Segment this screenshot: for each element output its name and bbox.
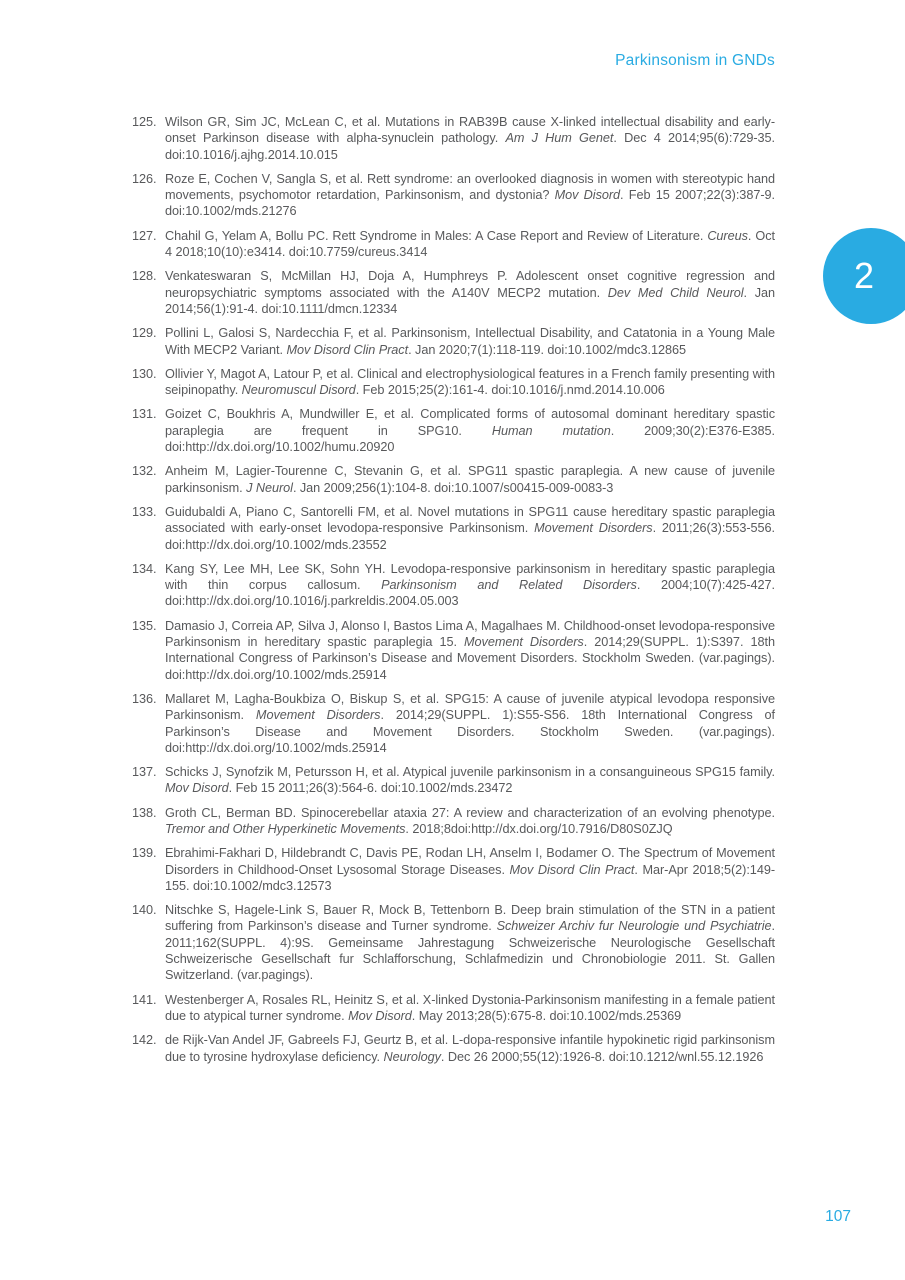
reference-segment: . Mar-Apr 2018;5(2):149-155. doi:10.1002/mdc3.12573 xyxy=(165,862,776,893)
reference-number: 128. xyxy=(132,269,157,284)
reference-item xyxy=(132,764,775,797)
reference-number: 135. xyxy=(132,618,157,633)
journal-name: Mov Disord xyxy=(348,1008,412,1023)
reference-segment: Mallaret M, Lagha-Boukbiza O, Biskup S, et al. SPG15: A cause of juvenile atypical levodopa responsive Parkinsonism. xyxy=(165,691,775,723)
reference-number: 130. xyxy=(132,366,157,381)
reference-item xyxy=(132,992,775,1025)
chapter-tab-label: 2 xyxy=(853,255,875,296)
reference-segment: . Jan 2014;56(1):91-4. doi:10.1111/dmcn.12334 xyxy=(165,285,775,316)
reference-segment: . 2011;162(SUPPL. 4):9S. Gemeinsame Jahrestagung Schweizerische Neurologische Gesellschaft Schweizerische Gesellschaft fur Schlafforschung, Schlafmedizin und Chronobiologie 2011. St. Gallen Switzerland. (var.pagings). xyxy=(165,919,775,983)
journal-name: Human mutation xyxy=(491,423,611,438)
reference-text xyxy=(165,464,775,494)
reference-text xyxy=(165,229,775,259)
reference-segment: Groth CL, Berman BD. Spinocerebellar ataxia 27: A review and characterization of an evolving phenotype. xyxy=(165,805,775,820)
journal-name: Neuromuscul Disord xyxy=(241,383,356,398)
reference-segment: Pollini L, Galosi S, Nardecchia F, et al. Parkinsonism, Intellectual Disability, and Catatonia in a Young Male With MECP2 Variant. xyxy=(165,326,775,357)
reference-text xyxy=(165,765,775,795)
reference-number: 127. xyxy=(132,228,157,243)
reference-number: 138. xyxy=(132,805,157,820)
reference-item xyxy=(132,366,775,399)
reference-segment: . 2004;10(7):425-427. doi:http://dx.doi.org/10.1016/j.parkreldis.2004.05.003 xyxy=(165,578,776,609)
chapter-tab xyxy=(823,228,905,324)
reference-segment: Guidubaldi A, Piano C, Santorelli FM, et al. Novel mutations in SPG11 cause hereditary spastic paraplegia associated with early-onset levodopa-responsive Parkinsonism. xyxy=(165,504,775,536)
reference-segment: . Dec 26 2000;55(12):1926-8. doi:10.1212/wnl.55.12.1926 xyxy=(440,1049,764,1064)
journal-name: Movement Disorders xyxy=(464,635,584,650)
reference-text xyxy=(165,619,775,682)
reference-item xyxy=(132,902,775,983)
reference-number: 126. xyxy=(132,171,157,186)
reference-segment: . May 2013;28(5):675-8. doi:10.1002/mds.25369 xyxy=(411,1008,682,1023)
reference-segment: . 2014;29(SUPPL. 1):S397. 18th International Congress of Parkinson’s Disease and Movement Disorders. Stockholm Sweden. (var.pagings). doi:http://dx.doi.org/10.1002/mds.25914 xyxy=(165,635,775,682)
reference-segment: . Feb 15 2011;26(3):564-6. doi:10.1002/mds.23472 xyxy=(228,781,513,796)
reference-segment: Schicks J, Synofzik M, Petursson H, et al. Atypical juvenile parkinsonism in a consanguineous SPG15 family. xyxy=(165,765,775,780)
reference-text xyxy=(165,172,775,219)
reference-number: 140. xyxy=(132,903,157,918)
reference-item xyxy=(132,845,775,894)
running-header: Parkinsonism in GNDs xyxy=(615,52,775,69)
reference-segment: Westenberger A, Rosales RL, Heinitz S, et al. X-linked Dystonia-Parkinsonism manifesting in a female patient due to atypical turner syndrome. xyxy=(165,992,775,1023)
reference-segment: . Feb 2015;25(2):161-4. doi:10.1016/j.nmd.2014.10.006 xyxy=(355,383,665,398)
reference-number: 142. xyxy=(132,1033,157,1048)
reference-item xyxy=(132,406,775,455)
reference-segment: . Feb 15 2007;22(3):387-9. doi:10.1002/mds.21276 xyxy=(165,188,775,219)
reference-segment: Ebrahimi-Fakhari D, Hildebrandt C, Davis PE, Rodan LH, Anselm I, Bodamer O. The Spectrum of Movement Disorders in Childhood-Onset Lysosomal Storage Diseases. xyxy=(165,846,775,877)
reference-list xyxy=(132,114,775,1073)
reference-number: 134. xyxy=(132,561,157,576)
reference-text xyxy=(165,407,775,454)
journal-name: Mov Disord Clin Pract xyxy=(286,342,409,357)
reference-text xyxy=(165,1033,775,1063)
reference-segment: Venkateswaran S, McMillan HJ, Doja A, Humphreys P. Adolescent onset cognitive regression and neuropsychiatric symptoms associated with the A140V MECP2 mutation. xyxy=(165,269,775,300)
reference-number: 131. xyxy=(132,407,157,422)
reference-text xyxy=(165,846,775,893)
reference-number: 141. xyxy=(132,992,157,1007)
reference-item xyxy=(132,618,775,683)
reference-item xyxy=(132,228,775,261)
journal-name: Tremor and Other Hyperkinetic Movements xyxy=(165,821,406,836)
reference-text xyxy=(165,562,775,609)
reference-segment: Chahil G, Yelam A, Bollu PC. Rett Syndrome in Males: A Case Report and Review of Literature. xyxy=(165,228,708,243)
reference-text xyxy=(165,326,775,356)
reference-number: 139. xyxy=(132,846,157,861)
journal-name: Movement Disorders xyxy=(255,708,381,723)
journal-name: Am J Hum Genet xyxy=(505,131,614,146)
reference-number: 125. xyxy=(132,115,157,129)
reference-segment: Ollivier Y, Magot A, Latour P, et al. Clinical and electrophysiological features in a French family presenting with seipinopathy. xyxy=(165,366,775,398)
reference-item xyxy=(132,504,775,553)
reference-item xyxy=(132,114,775,163)
reference-item xyxy=(132,325,775,358)
reference-segment: Goizet C, Boukhris A, Mundwiller E, et al. Complicated forms of autosomal dominant hereditary spastic paraplegia are frequent in SPG10. xyxy=(165,407,775,438)
reference-item xyxy=(132,268,775,317)
journal-name: Movement Disorders xyxy=(534,521,653,536)
reference-item xyxy=(132,691,775,756)
reference-text xyxy=(165,367,775,397)
journal-name: Cureus xyxy=(707,228,748,243)
reference-number: 136. xyxy=(132,691,157,706)
journal-name: Neurology xyxy=(383,1049,441,1064)
reference-number: 133. xyxy=(132,504,157,519)
reference-number: 137. xyxy=(132,765,157,780)
reference-segment: Wilson GR, Sim JC, McLean C, et al. Mutations in RAB39B cause X-linked intellectual disability and early-onset Parkinson disease with alpha-synuclein pathology. xyxy=(165,115,775,146)
journal-name: Parkinsonism and Related Disorders xyxy=(381,578,637,593)
reference-text xyxy=(165,903,775,982)
reference-segment: . 2014;29(SUPPL. 1):S55-S56. 18th International Congress of Parkinson’s Disease and Movement Disorders. Stockholm Sweden. (var.pagings). doi:http://dx.doi.org/10.1002/mds.25914 xyxy=(165,708,776,755)
reference-text xyxy=(165,993,775,1023)
reference-segment: Anheim M, Lagier-Tourenne C, Stevanin G, et al. SPG11 spastic paraplegia. A new cause of juvenile parkinsonism. xyxy=(165,464,775,495)
reference-segment: . Dec 4 2014;95(6):729-35. doi:10.1016/j.ajhg.2014.10.015 xyxy=(165,131,776,162)
reference-number: 129. xyxy=(132,326,157,341)
reference-segment: . 2018;8doi:http://dx.doi.org/10.7916/D80S0ZJQ xyxy=(405,821,673,836)
reference-segment: Kang SY, Lee MH, Lee SK, Sohn YH. Levodopa-responsive parkinsonism in hereditary spastic paraplegia with thin corpus callosum. xyxy=(165,561,775,593)
reference-text xyxy=(165,505,775,552)
journal-name: Mov Disord Clin Pract xyxy=(509,862,635,877)
reference-item xyxy=(132,463,775,496)
journal-name: J Neurol xyxy=(246,480,293,495)
journal-name: Mov Disord xyxy=(554,188,621,203)
reference-item xyxy=(132,171,775,220)
reference-text xyxy=(165,269,775,316)
reference-segment: Nitschke S, Hagele-Link S, Bauer R, Mock B, Tettenborn B. Deep brain stimulation of the STN in a patient suffering from Parkinson’s disease and Turner syndrome. xyxy=(165,903,775,934)
journal-name: Schweizer Archiv fur Neurologie und Psychiatrie xyxy=(496,919,772,934)
reference-text xyxy=(165,806,775,836)
reference-segment: Roze E, Cochen V, Sangla S, et al. Rett syndrome: an overlooked diagnosis in women with stereotypic hand movements, psychomotor retardation, Parkinsonism, and dystonia? xyxy=(165,171,775,203)
reference-segment: . Jan 2020;7(1):118-119. doi:10.1002/mdc3.12865 xyxy=(408,342,686,357)
reference-segment: . 2011;26(3):553-556. doi:http://dx.doi.org/10.1002/mds.23552 xyxy=(165,521,775,552)
page-number: 107 xyxy=(825,1208,851,1225)
reference-item xyxy=(132,805,775,838)
journal-name: Mov Disord xyxy=(165,781,229,796)
journal-name: Dev Med Child Neurol xyxy=(607,285,744,300)
reference-text xyxy=(165,115,775,162)
reference-number: 132. xyxy=(132,464,157,479)
reference-segment: de Rijk-Van Andel JF, Gabreels FJ, Geurtz B, et al. L-dopa-responsive infantile hypokinetic rigid parkinsonism due to tyrosine hydroxylase deficiency. xyxy=(165,1033,775,1064)
reference-item xyxy=(132,1032,775,1065)
reference-segment: . Oct 4 2018;10(10):e3414. doi:10.7759/cureus.3414 xyxy=(165,228,775,260)
reference-text xyxy=(165,692,775,755)
reference-segment: Damasio J, Correia AP, Silva J, Alonso I, Bastos Lima A, Magalhaes M. Childhood-onset levodopa-responsive Parkinsonism in hereditary spastic paraplegia 15. xyxy=(165,618,775,650)
reference-segment: . Jan 2009;256(1):104-8. doi:10.1007/s00415-009-0083-3 xyxy=(292,480,614,495)
reference-item xyxy=(132,561,775,610)
reference-segment: . 2009;30(2):E376-E385. doi:http://dx.doi.org/10.1002/humu.20920 xyxy=(165,423,775,455)
